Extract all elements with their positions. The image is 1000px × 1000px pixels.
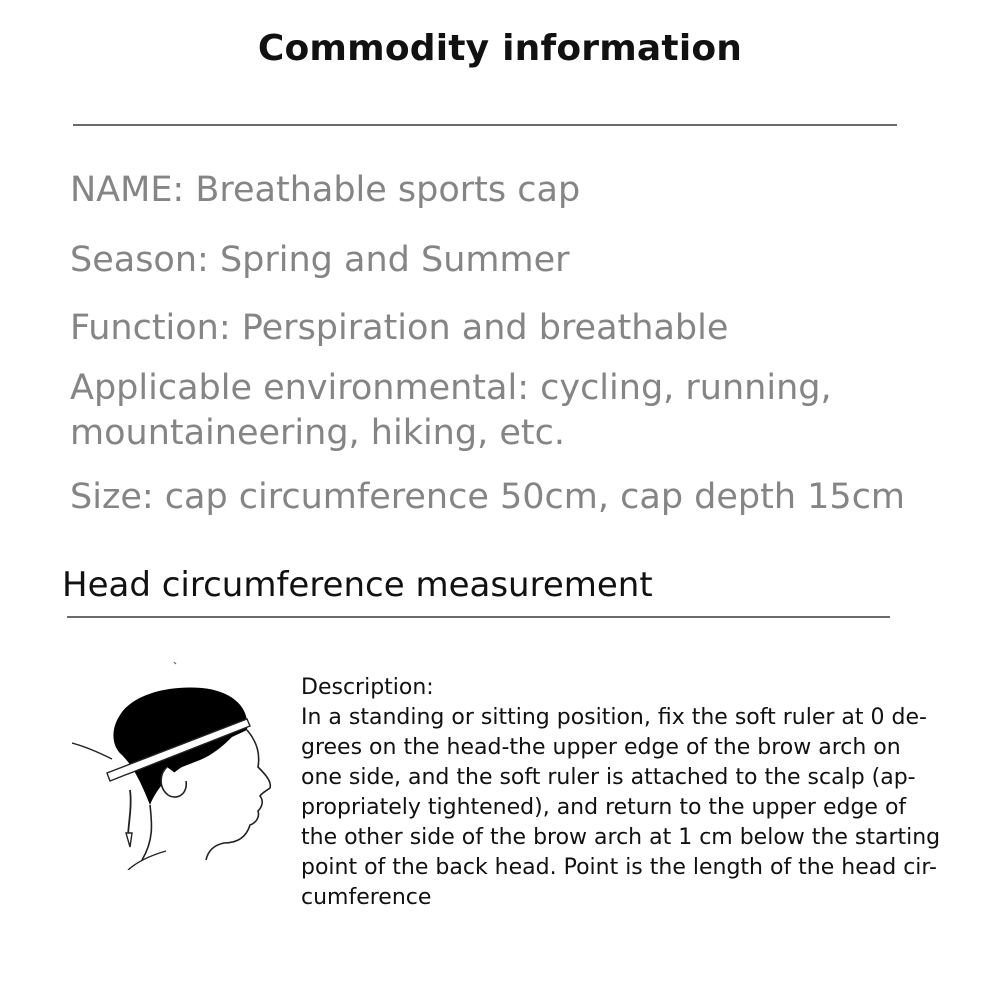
title-divider <box>73 124 897 126</box>
spec-name: NAME: Breathable sports cap <box>70 170 581 210</box>
section-divider <box>67 616 890 618</box>
description-line: one side, and the soft ruler is attached to the scalp (ap- <box>301 765 916 790</box>
measurement-heading: Head circumference measurement <box>62 565 653 605</box>
spec-size: Size: cap circumference 50cm, cap depth 15cm <box>70 477 906 517</box>
description-line: the other side of the brow arch at 1 cm below the starting <box>301 825 941 850</box>
page-title: Commodity information <box>257 28 743 69</box>
spec-season: Season: Spring and Summer <box>70 240 570 280</box>
spec-environment-line: Applicable environmental: cycling, running, <box>70 368 832 408</box>
spec-function: Function: Perspiration and breathable <box>70 308 729 348</box>
description-line: propriately tightened), and return to the upper edge of <box>301 795 907 820</box>
description-line: point of the back head. Point is the length of the head cir- <box>301 855 937 880</box>
tick-mark <box>174 662 176 664</box>
description-line: Description: <box>301 675 434 700</box>
description-line: cumference <box>301 885 432 910</box>
strap-left <box>72 743 112 759</box>
description-line: grees on the head-the upper edge of the brow arch on <box>301 735 901 760</box>
spec-environment <box>70 366 832 456</box>
shoulder-line <box>128 851 166 870</box>
description-line: In a standing or sitting position, fix the soft ruler at 0 de- <box>301 705 927 730</box>
spec-environment-line: mountaineering, hiking, etc. <box>70 413 565 453</box>
measurement-description <box>301 673 986 913</box>
neck-line <box>142 805 152 860</box>
tape-tail-end <box>126 833 132 847</box>
tape-tail <box>128 790 131 835</box>
head-measure-illustration-icon <box>72 655 287 870</box>
